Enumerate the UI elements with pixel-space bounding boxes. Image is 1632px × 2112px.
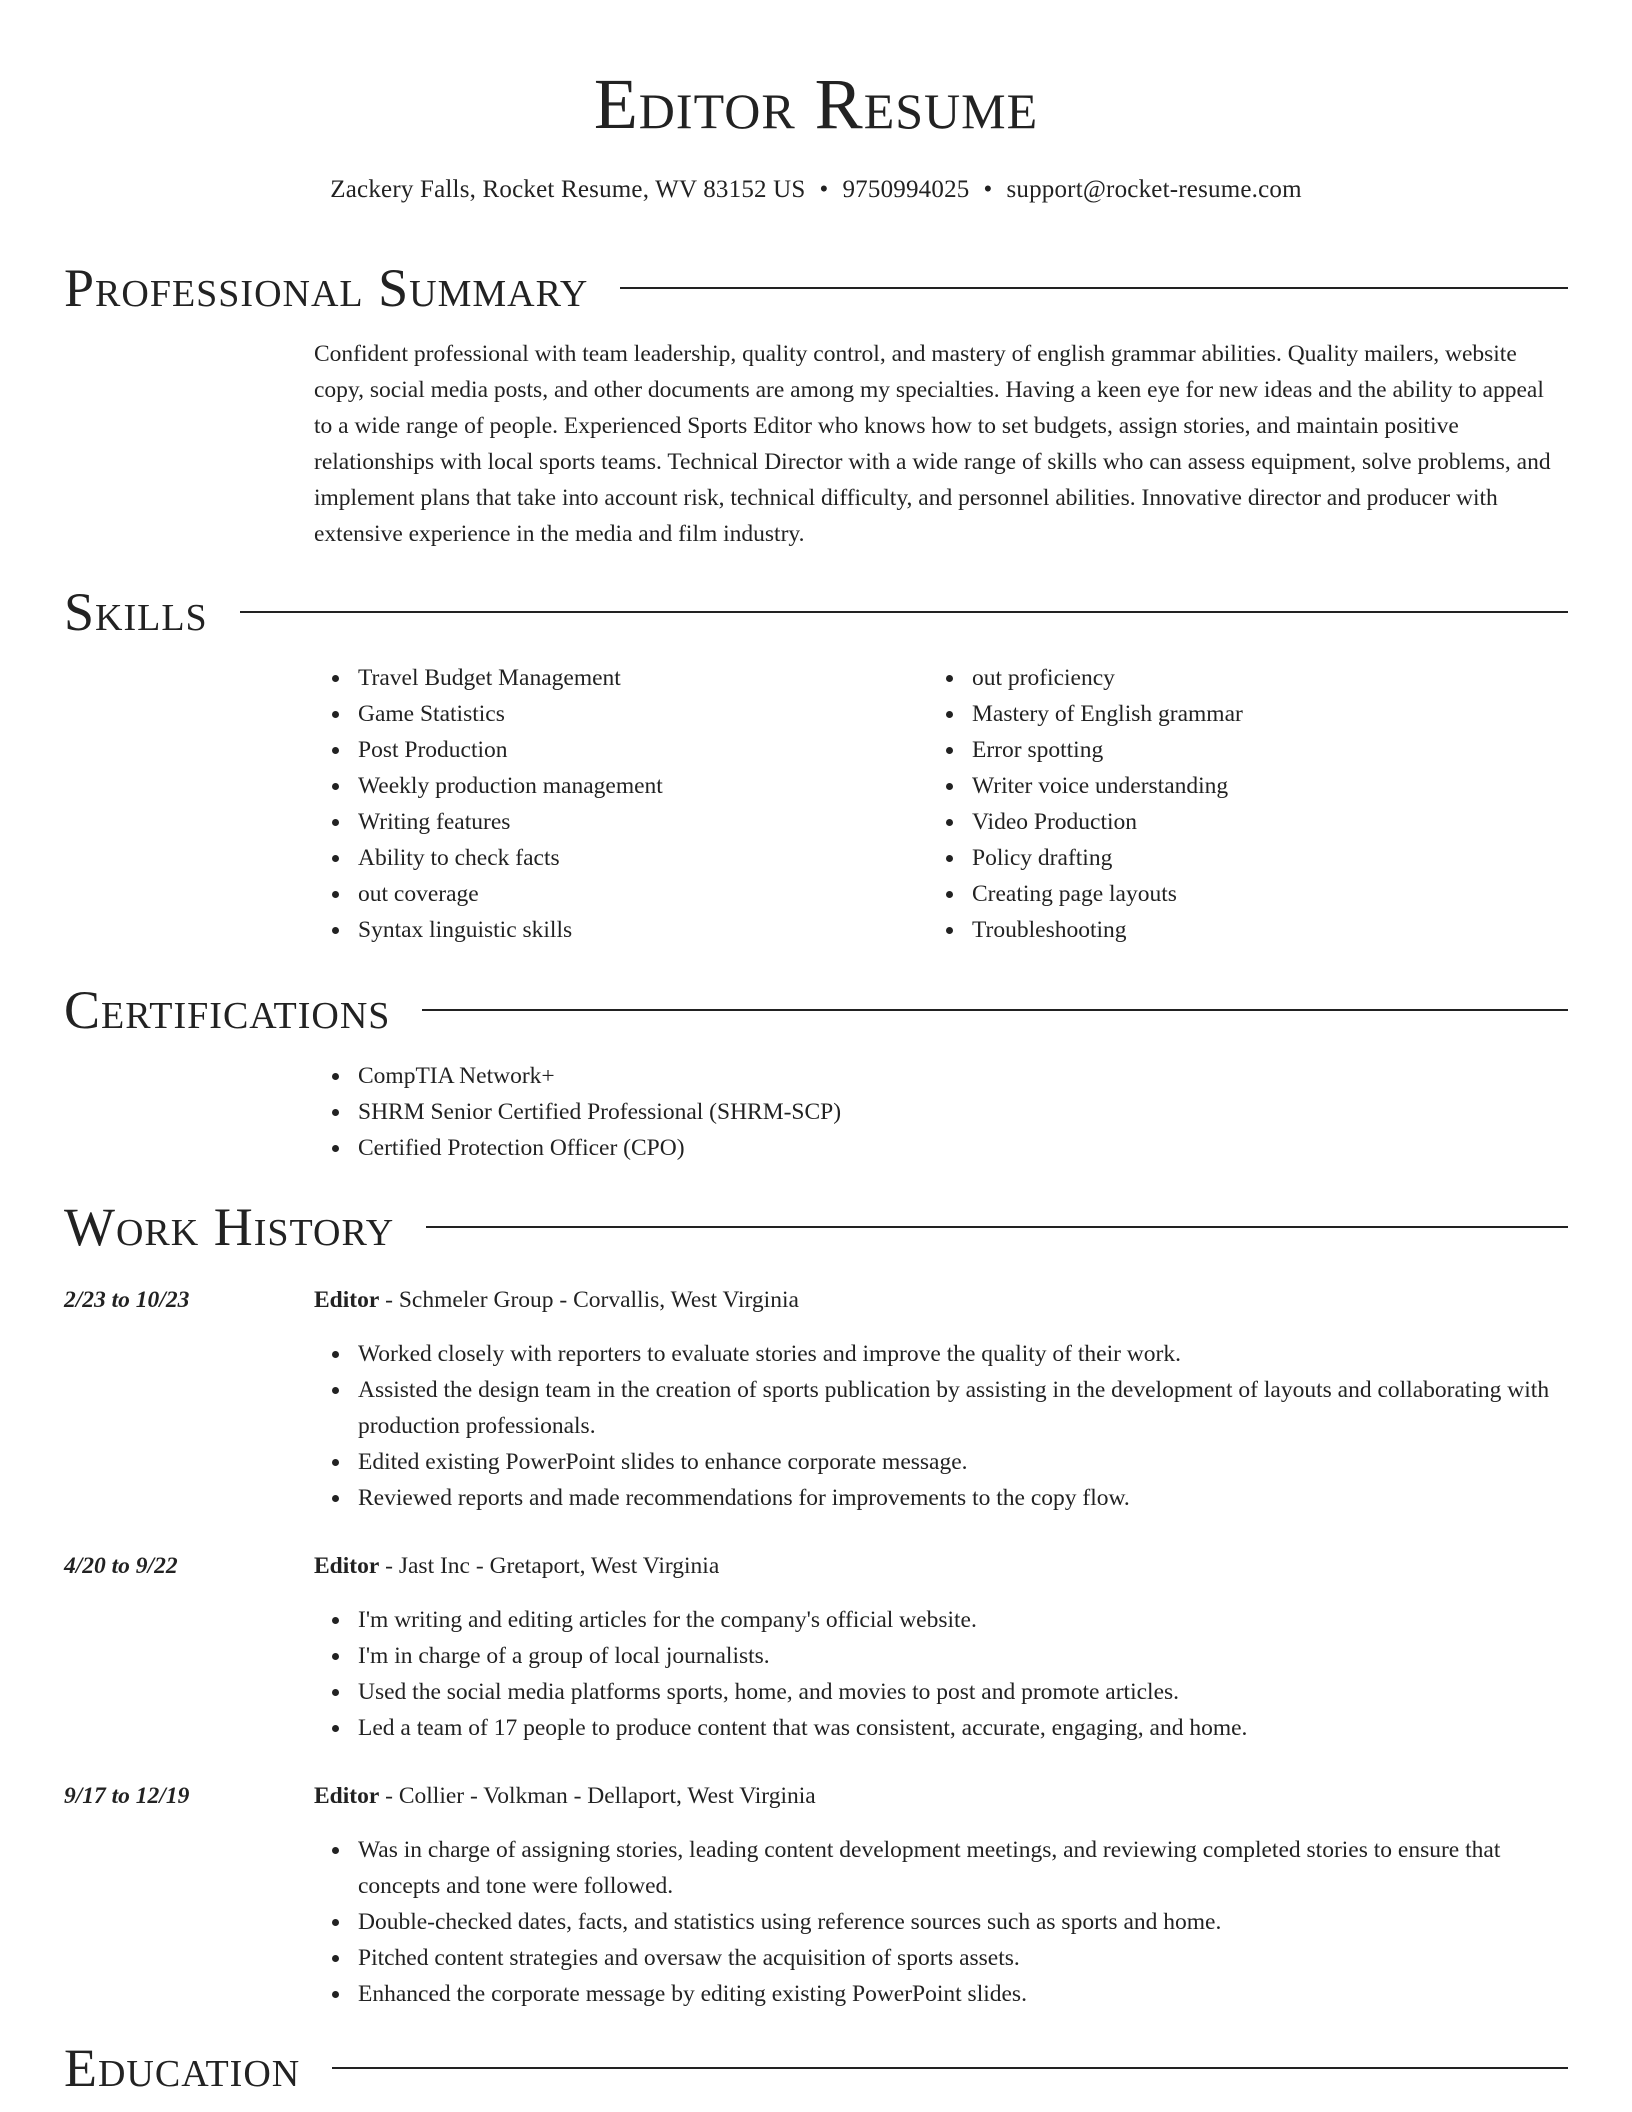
certifications-section-header xyxy=(64,978,1568,1042)
job-role: Editor xyxy=(314,1553,380,1579)
job-role: Editor xyxy=(314,1287,380,1313)
list-item: I'm in charge of a group of local journalists. xyxy=(358,1638,1564,1674)
section-divider xyxy=(332,2067,1568,2069)
skills-heading: Skills xyxy=(64,582,208,642)
list-item: Writing features xyxy=(358,804,663,840)
list-item: I'm writing and editing articles for the company's official website. xyxy=(358,1602,1564,1638)
list-item: Double-checked dates, facts, and statistics using reference sources such as sports and home. xyxy=(358,1904,1564,1940)
list-item: Edited existing PowerPoint slides to enhance corporate message. xyxy=(358,1444,1564,1480)
education-heading: Education xyxy=(64,2038,301,2098)
list-item: Syntax linguistic skills xyxy=(358,912,663,948)
certifications-heading: Certifications xyxy=(64,980,391,1040)
list-item: Used the social media platforms sports, home, and movies to post and promote articles. xyxy=(358,1674,1564,1710)
skills-section-header xyxy=(64,580,1568,644)
list-item: Game Statistics xyxy=(358,696,663,732)
list-item: Creating page layouts xyxy=(972,876,1243,912)
job-title xyxy=(314,1548,719,1584)
list-item: Weekly production management xyxy=(358,768,663,804)
job-dates: 2/23 to 10/23 xyxy=(64,1287,190,1313)
list-item: Video Production xyxy=(972,804,1243,840)
skills-column-right xyxy=(928,660,1243,948)
list-item: Mastery of English grammar xyxy=(972,696,1243,732)
contact-phone: 9750994025 xyxy=(842,176,970,203)
list-item: Led a team of 17 people to produce content that was consistent, accurate, engaging, and home. xyxy=(358,1710,1564,1746)
work-history-heading: Work History xyxy=(64,1197,395,1257)
contact-email[interactable]: support@rocket-resume.com xyxy=(1006,176,1302,203)
job-title xyxy=(314,1282,799,1318)
certifications-block xyxy=(314,1058,841,1166)
list-item: Assisted the design team in the creation of sports publication by assisting in the development of layouts and collaborating with production professionals. xyxy=(358,1372,1564,1444)
contact-separator: • xyxy=(983,176,993,203)
certifications-list xyxy=(314,1058,841,1166)
section-divider xyxy=(620,287,1568,289)
section-divider xyxy=(240,611,1568,613)
job-bullets-list xyxy=(314,1602,1564,1746)
contact-line xyxy=(64,174,1568,206)
list-item: Worked closely with reporters to evaluate stories and improve the quality of their work. xyxy=(358,1336,1564,1372)
list-item: Ability to check facts xyxy=(358,840,663,876)
contact-separator: • xyxy=(819,176,829,203)
list-item: Writer voice understanding xyxy=(972,768,1243,804)
list-item: Travel Budget Management xyxy=(358,660,663,696)
job-bullets-block xyxy=(314,1602,1564,1746)
skills-list-left xyxy=(314,660,663,948)
education-section-header xyxy=(64,2036,1568,2100)
list-item: Enhanced the corporate message by editing existing PowerPoint slides. xyxy=(358,1976,1564,2012)
list-item: Pitched content strategies and oversaw the acquisition of sports assets. xyxy=(358,1940,1564,1976)
list-item: Policy drafting xyxy=(972,840,1243,876)
list-item: CompTIA Network+ xyxy=(358,1058,841,1094)
summary-text: Confident professional with team leadership, quality control, and mastery of english grammar abilities. Quality mailers, website copy, social media posts, and other documents are among my specialties. Having a keen eye for new ideas and the ability to appeal to a wide range of people. Experienced Sports Editor who knows how to set budgets, assign stories, and maintain positive relationships with local sports teams. Technical Director with a wide range of skills who can assess equipment, solve problems, and implement plans that take into account risk, technical difficulty, and personnel abilities. Innovative director and producer with extensive experience in the media and film industry. xyxy=(314,341,1551,547)
list-item: Troubleshooting xyxy=(972,912,1243,948)
skills-list-right xyxy=(928,660,1243,948)
job-bullets-list xyxy=(314,1336,1564,1516)
list-item: out proficiency xyxy=(972,660,1243,696)
list-item: Certified Protection Officer (CPO) xyxy=(358,1130,841,1166)
job-title xyxy=(314,1778,816,1814)
work-history-section-header xyxy=(64,1195,1568,1259)
summary-section-header xyxy=(64,256,1568,320)
job-dates: 4/20 to 9/22 xyxy=(64,1553,178,1579)
job-bullets-block xyxy=(314,1336,1564,1516)
skills-column-left xyxy=(314,660,663,948)
resume-title: Editor Resume xyxy=(593,64,1039,144)
summary-heading: Professional Summary xyxy=(64,258,589,318)
list-item: Was in charge of assigning stories, leading content development meetings, and reviewing completed stories to ensure that concepts and tone were followed. xyxy=(358,1832,1564,1904)
contact-address: Zackery Falls, Rocket Resume, WV 83152 US xyxy=(330,176,806,203)
section-divider xyxy=(426,1226,1568,1228)
job-details: - Schmeler Group - Corvallis, West Virginia xyxy=(379,1287,799,1313)
list-item: out coverage xyxy=(358,876,663,912)
job-details: - Jast Inc - Gretaport, West Virginia xyxy=(379,1553,720,1579)
job-bullets-list xyxy=(314,1832,1564,2012)
job-role: Editor xyxy=(314,1783,380,1809)
job-details: - Collier - Volkman - Dellaport, West Virginia xyxy=(379,1783,816,1809)
job-dates: 9/17 to 12/19 xyxy=(64,1783,190,1809)
section-divider xyxy=(422,1009,1568,1011)
list-item: Post Production xyxy=(358,732,663,768)
job-bullets-block xyxy=(314,1832,1564,2012)
list-item: SHRM Senior Certified Professional (SHRM-SCP) xyxy=(358,1094,841,1130)
list-item: Error spotting xyxy=(972,732,1243,768)
list-item: Reviewed reports and made recommendations for improvements to the copy flow. xyxy=(358,1480,1564,1516)
